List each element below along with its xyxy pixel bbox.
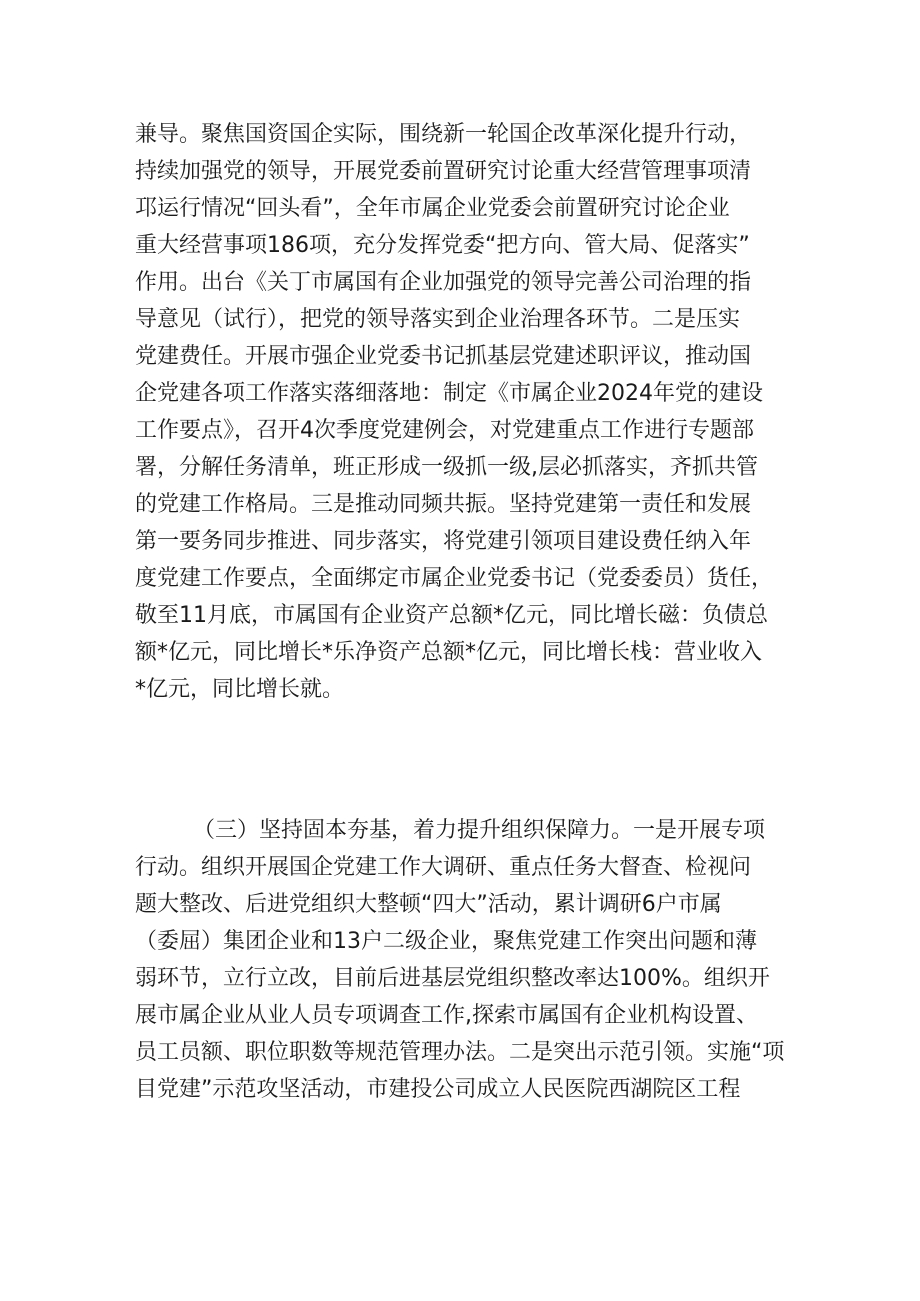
text-line: 目党建”示范攻坚活动，市建投公司成立人民医院西湖院区工程 (135, 1077, 741, 1102)
text-line: 展市属企业从业人员专项调查工作,探索市属国有企业机构设置、 (135, 1003, 758, 1028)
text-line: 邛运行情况“回头看”，全年市属企业党委会前置研究讨论企业 (135, 196, 730, 221)
text-line: 敬至11月底，市属国有企业资产总额*亿元，同比增长磁：负债总 (135, 603, 768, 628)
text-line: 员工员额、职位职数等规范管理办法。二是突出示范引领。实施“项 (135, 1040, 785, 1065)
text-line: 导意见（试行），把党的领导落实到企业治理各环节。二是压实 (135, 307, 741, 332)
text-line: （委屈）集团企业和13户二级企业，聚焦党建工作突出问题和薄 (135, 929, 757, 954)
text-line: 署，分解任务清单，班正形成一级抓一级,层必抓落实，齐抓共管 (135, 455, 758, 480)
text-line: 党建费任。开展市强企业党委书记抓基层党建述职评议，推动国 (135, 344, 752, 369)
paragraph-2 (135, 812, 785, 1108)
text-line: 重大经营事项186项，充分发挥党委“把方向、管大局、促落实” (135, 233, 750, 258)
text-line: 第一要务同步推进、同步落实，将党建引领项目建设费任纳入年 (135, 529, 752, 554)
text-line: 行动。组织开展国企党建工作大调研、重点任务大督查、检视问 (135, 855, 752, 880)
text-line: 额*亿元，同比增长*乐净资产总额*亿元，同比增长栈：营业收入 (135, 640, 763, 665)
text-line: 弱环节，立行立改，目前后进基层党组织整改率达100%。组织开 (135, 966, 770, 991)
text-line: 的党建工作格局。三是推动同频共振。坚持党建第一责任和发展 (135, 492, 752, 517)
text-line: 企党建各项工作落实落细落地：制定《市属企业2024年党的建设 (135, 381, 763, 406)
text-line: 工作要点》，召开4次季度党建例会，对党建重点工作进行专题部 (135, 418, 754, 443)
text-line: 作用。出台《关丁市属国有企业加强党的领导完善公司治理的指 (135, 270, 752, 295)
text-line: 兼导。聚焦国资国企实际，围绕新一轮国企改革深化提升行动， (135, 122, 752, 147)
section-heading-line: （三）坚持固本夯基，着力提升组织保障力。一是开展专项 (193, 818, 766, 843)
text-line: 度党建工作要点，全面绑定市属企业党委书记（党委委员）货任， (135, 566, 774, 591)
paragraph-1 (135, 116, 785, 708)
text-line: 题大整改、后进党组织大整顿“四大”活动，累计调研6户市属 (135, 892, 722, 917)
text-line: 持续加强党的领导，开展党委前置研究讨论重大经营管理事项清 (135, 159, 752, 184)
text-line: *亿元，同比增长就。 (135, 677, 345, 702)
